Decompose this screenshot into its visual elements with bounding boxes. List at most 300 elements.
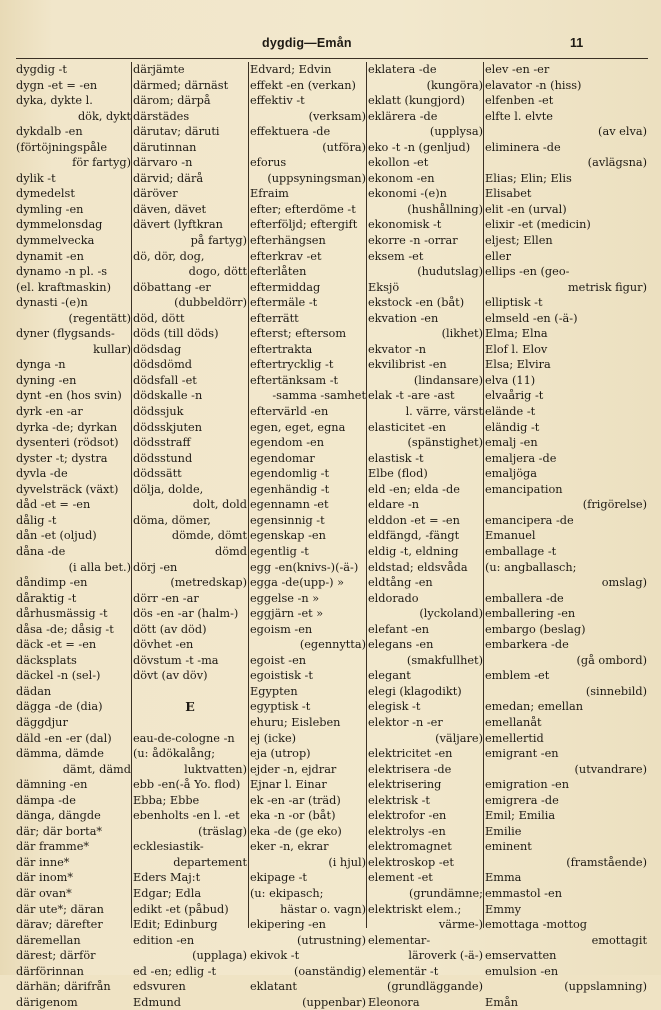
dictionary-entry: eftervärld -en	[250, 405, 329, 419]
dictionary-entry: (frigörelse)	[582, 498, 647, 512]
dictionary-entry: Edvard; Edvin	[250, 63, 332, 76]
dictionary-entry: elddon -et = -en	[368, 513, 460, 527]
dictionary-entry	[133, 715, 247, 731]
dictionary-entry: dålig -t	[16, 513, 57, 527]
dictionary-entry: ekvator -n	[368, 342, 427, 356]
dictionary-entry: elegant	[368, 669, 411, 683]
dictionary-entry: Efraim	[250, 187, 289, 201]
dictionary-entry: emblem -et	[485, 669, 550, 683]
dictionary-entry: emulsion -en	[485, 964, 559, 978]
dictionary-entry: eggelse -n »	[250, 591, 320, 605]
dictionary-entry: dädan	[16, 684, 52, 698]
dictionary-entry: dö, dör, dog,	[133, 249, 205, 263]
entry-columns	[0, 62, 661, 1009]
dictionary-entry: eldstad; eldsvåda	[368, 560, 468, 574]
dictionary-entry: elfenben -et	[485, 94, 554, 108]
dictionary-entry: effektuera -de	[250, 125, 331, 139]
dictionary-entry: elev -en -er	[485, 63, 550, 76]
dictionary-entry: dolt, dold	[192, 498, 247, 512]
dictionary-entry: elfte l. elvte	[485, 109, 553, 123]
dictionary-entry: (u: angballasch;	[485, 560, 577, 574]
dictionary-entry: Edmund	[133, 995, 181, 1009]
dictionary-entry: emaljera -de	[485, 451, 557, 465]
dictionary-entry: elegisk -t	[368, 700, 421, 714]
dictionary-entry: egen, eget, egna	[250, 420, 346, 434]
dictionary-entry: (smakfullhet)	[406, 653, 483, 667]
dictionary-entry: (i alla bet.)	[68, 560, 131, 574]
dictionary-entry: dygdig -t	[16, 63, 67, 76]
dictionary-entry: egennamn -et	[250, 498, 329, 512]
dictionary-entry: edikt -et (påbud)	[133, 902, 229, 916]
dictionary-entry: emalj -en	[485, 436, 538, 450]
dictionary-entry: dynamo -n pl. -s	[16, 265, 108, 279]
dictionary-entry: ekollon -et	[368, 156, 429, 170]
dictionary-entry: eld -en; elda -de	[368, 482, 460, 496]
dictionary-entry: därhän; därifrån	[16, 980, 111, 994]
dictionary-entry: l. värre, värst	[405, 405, 483, 419]
dictionary-entry: emballage -t	[485, 544, 557, 558]
dictionary-entry: ekipage -t	[250, 871, 307, 885]
dictionary-entry: ekstock -en (båt)	[368, 296, 465, 310]
dictionary-entry: Edit; Edinburg	[133, 918, 218, 932]
dictionary-entry: elektor -n -er	[368, 715, 443, 729]
dictionary-entry: (el. kraftmaskin)	[16, 280, 111, 294]
dictionary-entry: emmastol -en	[485, 886, 562, 900]
dictionary-entry: Emmy	[485, 902, 522, 916]
dictionary-entry: därigenom	[16, 995, 78, 1009]
dictionary-entry: för fartyg)	[72, 156, 131, 170]
dictionary-entry: (regentätt)	[68, 311, 131, 325]
dictionary-entry: omslag)	[601, 576, 647, 590]
dictionary-entry: egendom -en	[250, 436, 324, 450]
dictionary-entry: dämt, dämd	[62, 762, 131, 776]
dictionary-entry: (upplaga)	[192, 949, 247, 963]
dictionary-entry: dövt (av döv)	[133, 669, 208, 683]
dictionary-entry: embarkera -de	[485, 638, 569, 652]
dictionary-entry: eklatant	[250, 980, 297, 994]
dictionary-entry: dörr -en -ar	[133, 591, 199, 605]
dictionary-entry: elit -en (urval)	[485, 202, 567, 216]
dictionary-entry: hästar o. vagn)	[280, 902, 366, 916]
dictionary-entry: där framme*	[16, 840, 90, 854]
dictionary-entry: däcksplats	[16, 653, 77, 667]
dictionary-entry: (hudutslag)	[417, 265, 483, 279]
dictionary-entry: egensinnig -t	[250, 513, 325, 527]
dictionary-entry: efterhängsen	[250, 234, 326, 248]
dictionary-entry: eldtång -en	[368, 576, 433, 590]
dictionary-entry: (gå ombord)	[576, 653, 647, 667]
dictionary-entry: (uppslamning)	[564, 980, 647, 994]
dictionary-entry: emottagit	[591, 933, 647, 947]
dictionary-entry: eko -t -n (genljud)	[368, 140, 471, 154]
dictionary-entry: därstädes	[133, 109, 190, 123]
dictionary-entry: elasticitet -en	[368, 420, 447, 434]
dictionary-entry: dåraktig -t	[16, 591, 77, 605]
dictionary-entry: effektiv -t	[250, 94, 305, 108]
dictionary-entry: emballera -de	[485, 591, 564, 605]
dictionary-entry: dödsdag	[133, 342, 182, 356]
dictionary-entry: där inne*	[16, 855, 70, 869]
dictionary-entry: edition -en	[133, 933, 195, 947]
dictionary-entry: dödskalle -n	[133, 389, 203, 403]
dictionary-entry: efterkrav -et	[250, 249, 322, 263]
dictionary-entry: Elbe (flod)	[368, 467, 428, 481]
dictionary-entry: eldorado	[368, 591, 419, 605]
dictionary-entry: dämning -en	[16, 778, 88, 792]
dictionary-entry: (framstående)	[566, 855, 647, 869]
dictionary-entry: emigrera -de	[485, 793, 559, 807]
dictionary-entry: dämma, dämde	[16, 747, 104, 761]
running-title: dygdig—Emån	[262, 36, 352, 50]
dictionary-entry: elektrisering	[368, 778, 442, 792]
dictionary-entry: dödssätt	[133, 467, 182, 481]
dictionary-entry: egga -de(upp-) »	[250, 576, 345, 590]
dictionary-entry: elliptisk -t	[485, 296, 543, 310]
dictionary-entry: embargo (beslag)	[485, 622, 586, 636]
dictionary-entry: dyvla -de	[16, 467, 68, 481]
dictionary-entry: dävert (lyftkran	[133, 218, 223, 232]
column-divider	[483, 62, 484, 928]
dictionary-entry: dåndimp -en	[16, 576, 88, 590]
dictionary-entry: egoism -en	[250, 622, 313, 636]
dictionary-entry: läroverk (-ä-)	[408, 949, 483, 963]
dictionary-entry: därförinnan	[16, 964, 84, 978]
dictionary-entry: dömde, dömt	[171, 529, 247, 543]
dictionary-entry: (upplysa)	[429, 125, 483, 139]
dictionary-entry: ekvilibrist -en	[368, 358, 447, 372]
dictionary-entry: (i hjul)	[328, 855, 366, 869]
dictionary-entry: (u: ådökalång;	[133, 747, 216, 761]
dictionary-entry: ellips -en (geo-	[485, 265, 570, 279]
dictionary-entry: eforus	[250, 156, 287, 170]
dictionary-entry: elektriskt elem.;	[368, 902, 462, 916]
dictionary-entry: emigrant -en	[485, 747, 559, 761]
dictionary-entry: eljest; Ellen	[485, 234, 553, 248]
dictionary-entry: dynga -n	[16, 358, 66, 372]
dictionary-entry: döma, dömer,	[133, 513, 211, 527]
dictionary-entry: dörj -en	[133, 560, 178, 574]
page-number: 11	[570, 36, 584, 50]
dictionary-entry: dödsstraff	[133, 436, 191, 450]
dictionary-entry: Elisabet	[485, 187, 532, 201]
dictionary-entry: därutinnan	[133, 140, 197, 154]
dictionary-entry: dåsa -de; dåsig -t	[16, 622, 114, 636]
dictionary-entry: dödssjuk	[133, 405, 184, 419]
dictionary-entry: Emilie	[485, 824, 522, 838]
dictionary-entry: (hushållning)	[407, 202, 483, 216]
dictionary-entry: värme-)	[438, 918, 483, 932]
dictionary-entry: elegans -en	[368, 638, 434, 652]
dictionary-entry	[133, 684, 247, 700]
dictionary-entry: dövhet -en	[133, 638, 194, 652]
dictionary-entry: emellertid	[485, 731, 544, 745]
dictionary-entry: eklärera -de	[368, 109, 438, 123]
dictionary-entry: emedan; emellan	[485, 700, 584, 714]
dictionary-entry: ekivok -t	[250, 949, 300, 963]
dictionary-entry: däck -et = -en	[16, 638, 97, 652]
dictionary-entry: dyvelsträck (växt)	[16, 482, 119, 496]
dictionary-entry: dylik -t	[16, 171, 56, 185]
dictionary-entry: dysenteri (rödsot)	[16, 436, 119, 450]
dictionary-entry: dägga -de (dia)	[16, 700, 103, 714]
dictionary-entry: (likhet)	[441, 327, 483, 341]
dictionary-entry: däckel -n (sel-)	[16, 669, 101, 683]
page-header	[0, 36, 661, 54]
dictionary-entry: eftermiddag	[250, 280, 321, 294]
dictionary-entry: (spänstighet)	[407, 436, 483, 450]
dictionary-entry: Emma	[485, 871, 522, 885]
dictionary-entry: eggjärn -et »	[250, 607, 324, 621]
dictionary-entry: elektrisera -de	[368, 762, 452, 776]
dictionary-entry: luktvatten)	[184, 762, 247, 776]
dictionary-entry: elementär -t	[368, 964, 439, 978]
dictionary-entry: egenskap -en	[250, 529, 326, 543]
dictionary-entry: egoistisk -t	[250, 669, 313, 683]
dictionary-entry: Eksjö	[368, 280, 400, 294]
dictionary-entry: eker -n, ekrar	[250, 840, 329, 854]
dictionary-entry: Eleonora	[368, 995, 420, 1009]
dictionary-entry: dött (av död)	[133, 622, 207, 636]
dictionary-entry: emottaga -mottog	[485, 918, 588, 932]
column-divider	[366, 62, 367, 928]
dictionary-entry: dynamit -en	[16, 249, 84, 263]
header-rule	[16, 58, 648, 59]
dictionary-entry: emservatten	[485, 949, 557, 963]
dictionary-entry: -samma -samhet	[272, 389, 366, 403]
dictionary-entry: dödsstund	[133, 451, 193, 465]
dictionary-entry: dån -et (oljud)	[16, 529, 97, 543]
dictionary-entry: dykdalb -en	[16, 125, 83, 139]
dictionary-entry: dövstum -t -ma	[133, 653, 219, 667]
dictionary-entry: (utföra)	[322, 140, 366, 154]
dictionary-entry: effekt -en (verkan)	[250, 78, 356, 92]
dictionary-entry: departement	[173, 855, 247, 869]
dictionary-entry: dyrka -de; dyrkan	[16, 420, 118, 434]
dictionary-entry: eftermäle -t	[250, 296, 318, 310]
dictionary-entry: eka -n -or (båt)	[250, 809, 336, 823]
dictionary-entry: elefant -en	[368, 622, 430, 636]
dictionary-entry: (lindansare)	[413, 373, 483, 387]
dictionary-entry: efterst; eftersom	[250, 327, 347, 341]
dictionary-entry: dämpa -de	[16, 793, 76, 807]
dictionary-entry: (väljare)	[435, 731, 483, 745]
dictionary-entry: där ute*; däran	[16, 902, 104, 916]
dictionary-entry: efterlåten	[250, 265, 307, 279]
dictionary-entry: eldfängd, -fängt	[368, 529, 460, 543]
dictionary-entry: emancipation	[485, 482, 563, 496]
dictionary-entry: dömd	[215, 544, 247, 558]
dictionary-entry: dymmelonsdag	[16, 218, 103, 232]
dictionary-entry: eldig -t, eldning	[368, 544, 459, 558]
dictionary-entry: därutav; däruti	[133, 125, 220, 139]
dictionary-entry: dänga, dängde	[16, 809, 101, 823]
dictionary-entry: därest; därför	[16, 949, 96, 963]
dictionary-entry: E	[185, 699, 195, 715]
dictionary-entry: Egypten	[250, 684, 298, 698]
dictionary-entry: dyrk -en -ar	[16, 405, 83, 419]
dictionary-entry: eka -de (ge eko)	[250, 824, 342, 838]
dictionary-entry: ekvation -en	[368, 311, 439, 325]
dictionary-entry: egoist -en	[250, 653, 307, 667]
dictionary-entry: elastisk -t	[368, 451, 424, 465]
dictionary-entry: döds (till döds)	[133, 327, 219, 341]
dictionary-entry: (lyckoland)	[419, 607, 483, 621]
dictionary-entry: (avlägsna)	[587, 156, 647, 170]
dictionary-entry: egg -en(knivs-)(-ä-)	[250, 560, 359, 574]
dictionary-entry: elak -t -are -ast	[368, 389, 455, 403]
dictionary-entry: därvaro -n	[133, 156, 193, 170]
dictionary-entry: eftertrycklig -t	[250, 358, 334, 372]
dictionary-entry: ecklesiastik-	[133, 840, 204, 854]
dictionary-entry: emballering -en	[485, 607, 576, 621]
dictionary-entry: elektricitet -en	[368, 747, 453, 761]
dictionary-entry: efter; efterdöme -t	[250, 202, 356, 216]
dictionary-entry: dyka, dykte l.	[16, 94, 93, 108]
dictionary-entry: egenhändig -t	[250, 482, 330, 496]
dictionary-entry: efterrätt	[250, 311, 299, 325]
dictionary-entry: dödsfall -et	[133, 373, 197, 387]
dictionary-entry: eminent	[485, 840, 532, 854]
dictionary-entry: ekorre -n -orrar	[368, 234, 458, 248]
dictionary-entry: dölja, dolde,	[133, 482, 204, 496]
dictionary-entry: eländig -t	[485, 420, 540, 434]
dictionary-entry: Emil; Emilia	[485, 809, 556, 823]
dictionary-entry: ej (icke)	[250, 731, 297, 745]
dictionary-entry: därom; därpå	[133, 94, 211, 108]
dictionary-entry: dös -en -ar (halm-)	[133, 607, 239, 621]
column-3	[250, 62, 366, 1009]
dictionary-entry: (uppenbar)	[302, 995, 366, 1009]
dictionary-entry: (sinnebild)	[585, 684, 647, 698]
dictionary-entry: elegi (klagodikt)	[368, 684, 462, 698]
dictionary-entry: Elma; Elna	[485, 327, 548, 341]
dictionary-entry: (kungöra)	[426, 78, 483, 92]
dictionary-entry: dogo, dött	[188, 265, 247, 279]
dictionary-entry: elementar-	[368, 933, 431, 947]
dictionary-entry: Ebba; Ebbe	[133, 793, 200, 807]
dictionary-entry: därjämte	[133, 63, 185, 76]
dictionary-entry: däremellan	[16, 933, 81, 947]
dictionary-entry: dödsskjuten	[133, 420, 202, 434]
dictionary-entry: kullar)	[93, 342, 131, 356]
dictionary-entry: därmed; därnäst	[133, 78, 229, 92]
dictionary-entry: egendomar	[250, 451, 315, 465]
dictionary-entry: ed -en; edlig -t	[133, 964, 217, 978]
dictionary-entry: (grundläggande)	[387, 980, 483, 994]
dictionary-entry: däld -en -er (dal)	[16, 731, 112, 745]
dictionary-entry: Emanuel	[485, 529, 536, 543]
dictionary-entry: elva (11)	[485, 373, 536, 387]
dictionary-entry: Emån	[485, 995, 518, 1009]
dictionary-entry: (träslag)	[198, 824, 247, 838]
dictionary-entry: (u: ekipasch;	[250, 886, 324, 900]
dictionary-entry: ekonomisk -t	[368, 218, 442, 232]
dictionary-entry: Ejnar l. Einar	[250, 778, 327, 792]
dictionary-entry: emellanåt	[485, 715, 542, 729]
dictionary-entry: elvaårig -t	[485, 389, 544, 403]
dictionary-entry: ekipering -en	[250, 918, 326, 932]
column-4	[368, 62, 483, 1009]
dictionary-entry: där; där borta*	[16, 824, 103, 838]
dictionary-entry: dynt -en (hos svin)	[16, 389, 122, 403]
dictionary-entry: döbattang -er	[133, 280, 211, 294]
dictionary-entry: därvid; därå	[133, 171, 204, 185]
dictionary-entry: Elof l. Elov	[485, 342, 548, 356]
dictionary-entry: eklatt (kungjord)	[368, 94, 465, 108]
dictionary-entry: (utrustning)	[296, 933, 366, 947]
column-1	[16, 62, 131, 1009]
dictionary-entry: (uppsyningsman)	[267, 171, 366, 185]
dictionary-entry: dynasti -(e)n	[16, 296, 88, 310]
dictionary-entry: elixir -et (medicin)	[485, 218, 591, 232]
dictionary-entry: dödsdömd	[133, 358, 193, 372]
dictionary-entry: dymling -en	[16, 202, 84, 216]
dictionary-entry: dåd -et = -en	[16, 498, 91, 512]
dictionary-entry: eau-de-cologne -n	[133, 731, 235, 745]
dictionary-entry: metrisk figur)	[567, 280, 647, 294]
dictionary-entry: eftertrakta	[250, 342, 313, 356]
dictionary-entry: (utvandrare)	[574, 762, 647, 776]
dictionary-entry: eklatera -de	[368, 63, 437, 76]
dictionary-entry: (metredskap)	[170, 576, 247, 590]
dictionary-entry: egentlig -t	[250, 544, 309, 558]
column-5	[485, 62, 647, 1009]
dictionary-entry: emigration -en	[485, 778, 569, 792]
dictionary-entry: edsvuren	[133, 980, 186, 994]
dictionary-entry: eftertänksam -t	[250, 373, 339, 387]
column-divider	[131, 62, 132, 928]
dictionary-entry: ek -en -ar (träd)	[250, 793, 341, 807]
dictionary-entry: ejder -n, ejdrar	[250, 762, 337, 776]
dictionary-entry: elektromagnet	[368, 840, 452, 854]
dictionary-entry: emancipera -de	[485, 513, 574, 527]
dictionary-entry: dyner (flygsands-	[16, 327, 115, 341]
column-divider	[248, 62, 249, 928]
dictionary-entry: dymmelvecka	[16, 234, 95, 248]
dictionary-entry: dåna -de	[16, 544, 66, 558]
dictionary-entry: elände -t	[485, 405, 536, 419]
dictionary-entry: död, dött	[133, 311, 185, 325]
dictionary-entry: (dubbeldörr)	[174, 296, 247, 310]
dictionary-entry: Elias; Elin; Elis	[485, 171, 572, 185]
dictionary-entry: (av elva)	[598, 125, 647, 139]
dictionary-entry: därav; därefter	[16, 918, 103, 932]
dictionary-entry: ekonomi -(e)n	[368, 187, 447, 201]
dictionary-entry: egyptisk -t	[250, 700, 311, 714]
dictionary-entry: däröver	[133, 187, 178, 201]
dictionary-entry: ebenholts -en l. -et	[133, 809, 240, 823]
dictionary-entry: element -et	[368, 871, 433, 885]
dictionary-entry: (oanständig)	[293, 964, 366, 978]
dictionary-entry: emaljöga	[485, 467, 538, 481]
dictionary-entry: eldare -n	[368, 498, 420, 512]
dictionary-entry: däven, dävet	[133, 202, 207, 216]
dictionary-entry: eja (utrop)	[250, 747, 311, 761]
dictionary-entry: dyning -en	[16, 373, 77, 387]
dictionary-entry: Edgar; Edla	[133, 886, 202, 900]
dictionary-entry: (grundämne;	[408, 886, 483, 900]
dictionary-entry: (verksam)	[308, 109, 366, 123]
dictionary-entry: (förtöjningspåle	[16, 140, 108, 154]
dictionary-entry: dyster -t; dystra	[16, 451, 108, 465]
dictionary-entry: ekonom -en	[368, 171, 435, 185]
dictionary-entry: ebb -en(-å Yo. flod)	[133, 778, 241, 792]
dictionary-entry: dårhusmässig -t	[16, 607, 108, 621]
dictionary-entry: dygn -et = -en	[16, 78, 98, 92]
dictionary-entry: Elsa; Elvira	[485, 358, 551, 372]
dictionary-entry: eksem -et	[368, 249, 424, 263]
dictionary-entry: elektroskop -et	[368, 855, 454, 869]
